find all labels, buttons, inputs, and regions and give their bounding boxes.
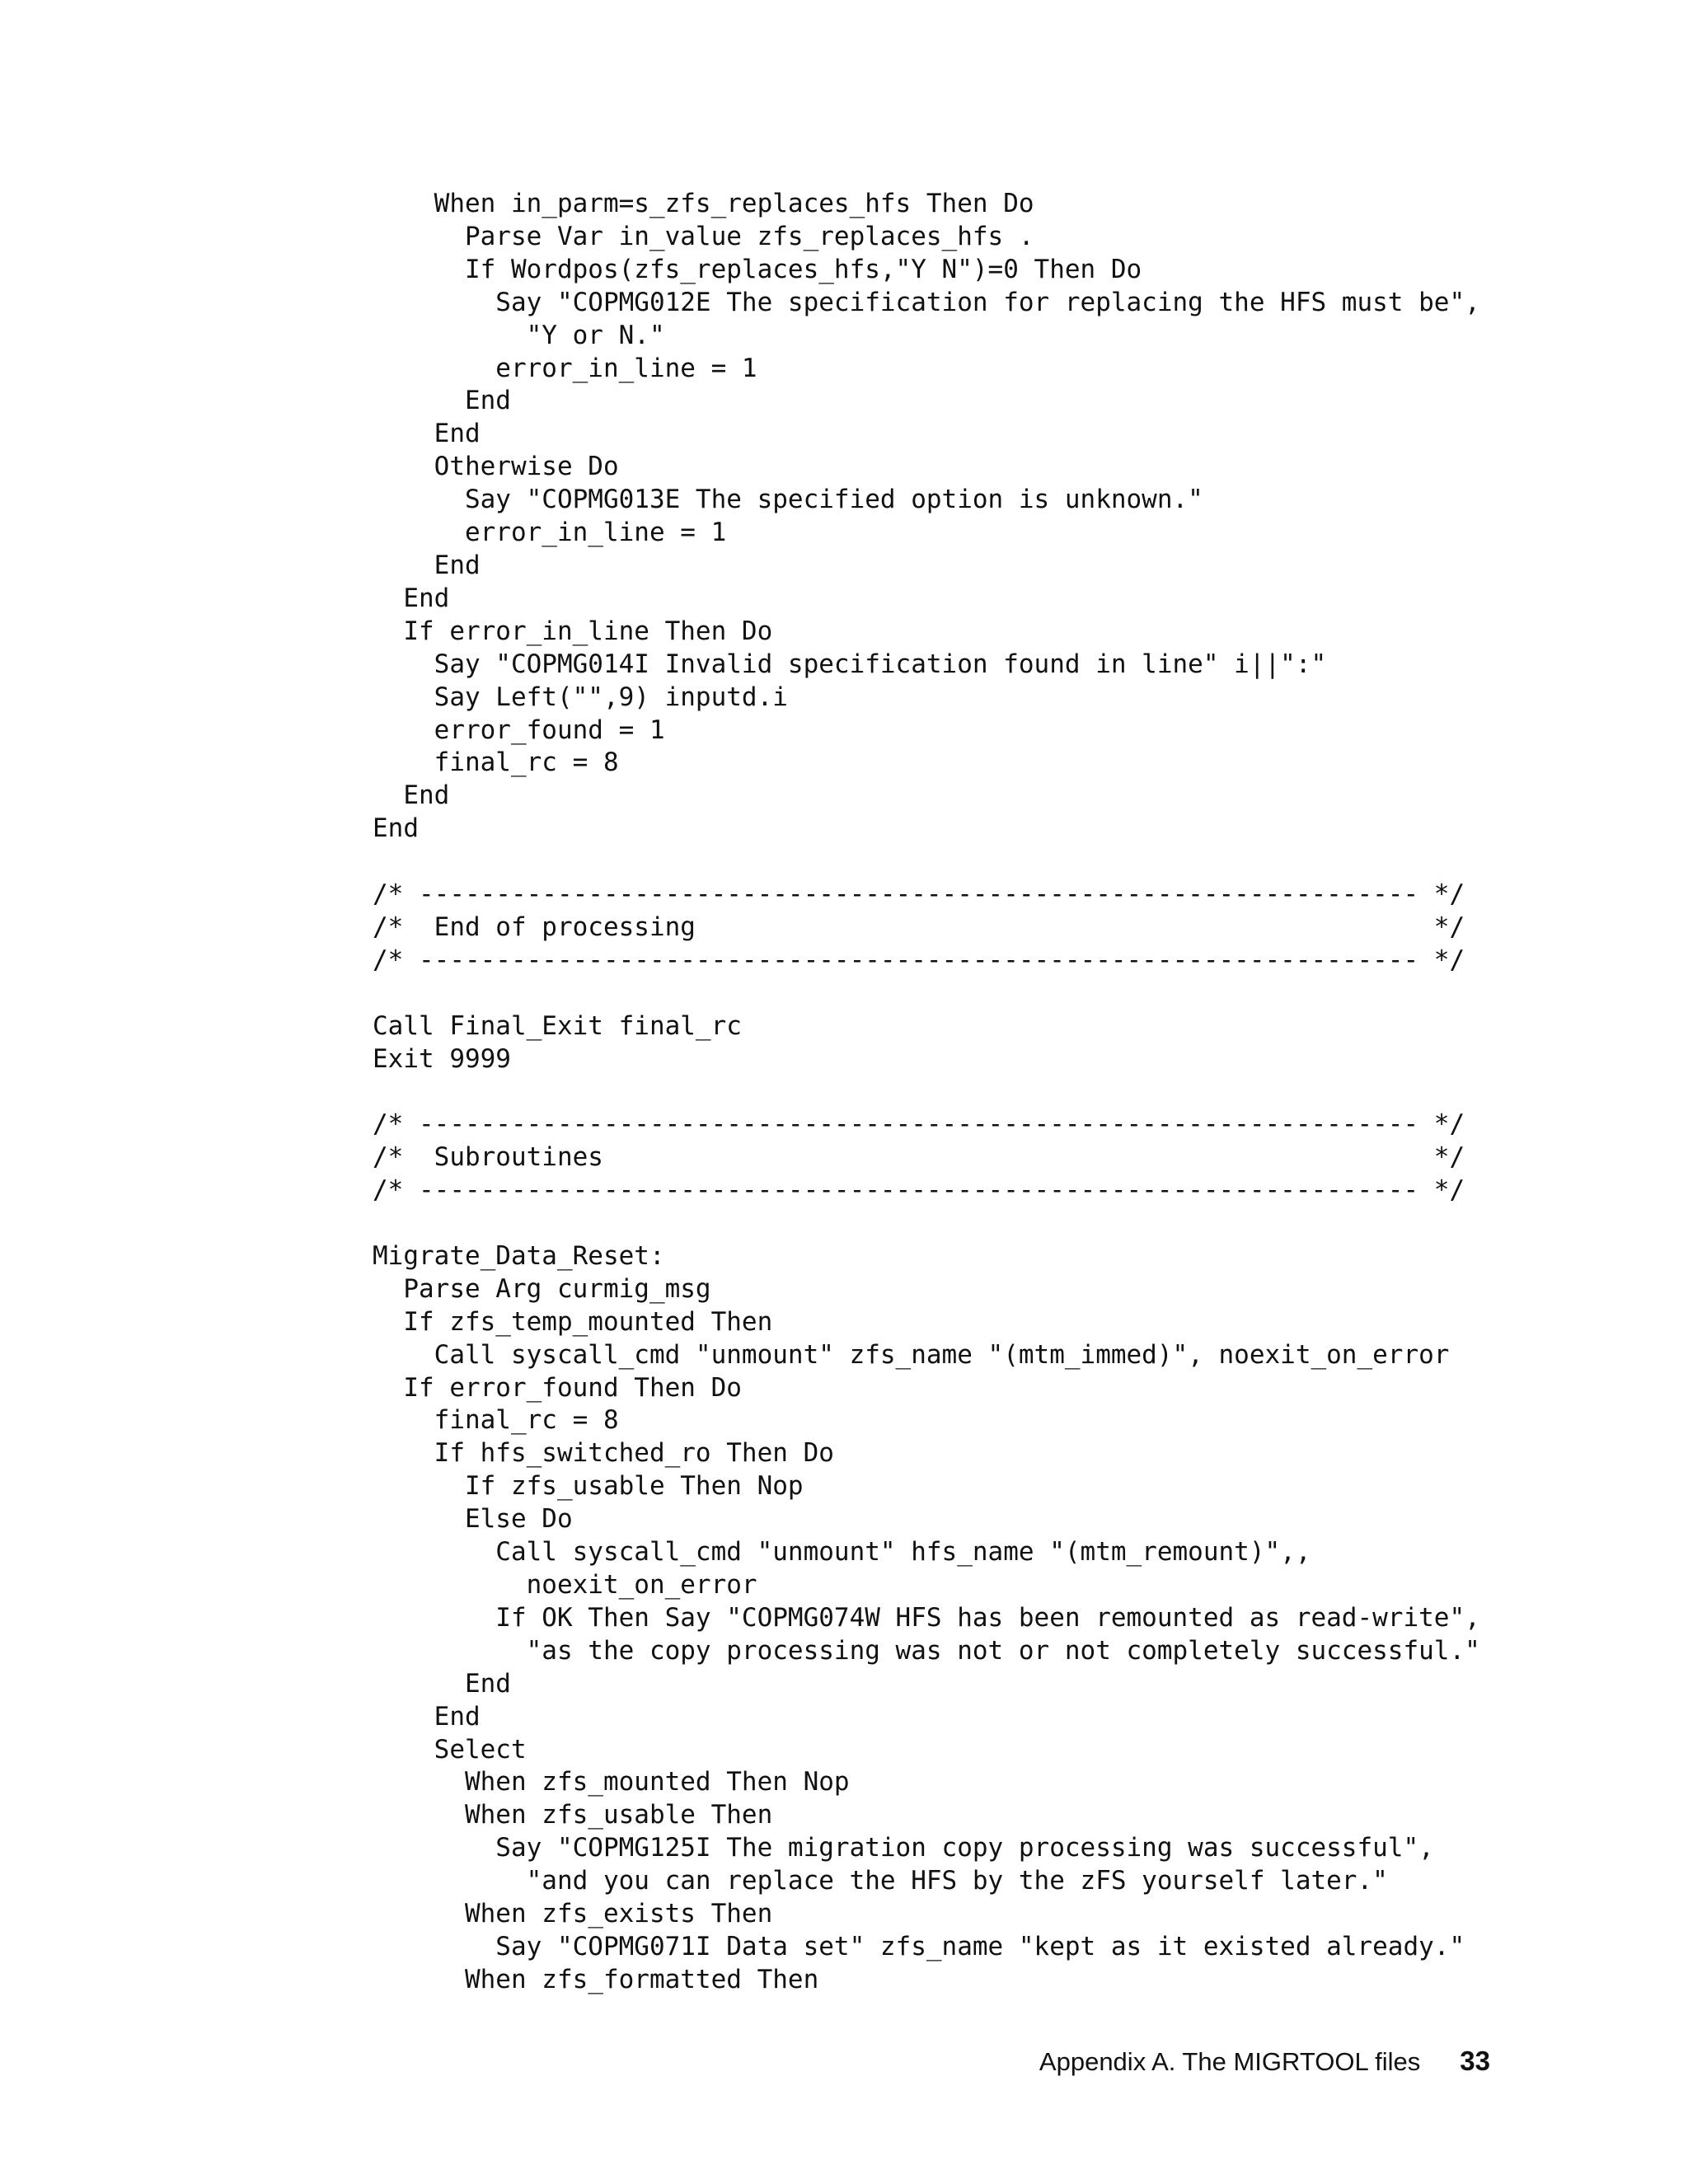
code-line: /* ----------------------------------------------------------------- */ xyxy=(373,944,1465,975)
code-line: Else Do xyxy=(373,1504,573,1535)
code-line: When zfs_formatted Then xyxy=(373,1964,819,1994)
code-line: /* ----------------------------------------------------------------- */ xyxy=(373,879,1465,910)
code-line: Select xyxy=(373,1734,527,1765)
code-line: Call syscall_cmd "unmount" hfs_name "(mtm_remount)",, xyxy=(373,1537,1311,1568)
code-line xyxy=(373,977,1480,1010)
code-line: End xyxy=(373,1668,511,1699)
code-line: End xyxy=(373,386,511,416)
code-line: If zfs_temp_mounted Then xyxy=(373,1306,773,1337)
code-line: /* ----------------------------------------------------------------- */ xyxy=(373,1109,1465,1140)
code-line: final_rc = 8 xyxy=(373,1405,619,1436)
code-line: End xyxy=(373,780,450,811)
code-line: error_in_line = 1 xyxy=(373,353,757,383)
code-line: Parse Var in_value zfs_replaces_hfs . xyxy=(373,221,1034,251)
code-line: Say "COPMG125I The migration copy processing was successful", xyxy=(373,1833,1434,1863)
code-line: End xyxy=(373,550,481,580)
code-line: "and you can replace the HFS by the zFS yourself later." xyxy=(373,1866,1388,1896)
footer-text: Appendix A. The MIGRTOOL files xyxy=(1039,2047,1421,2076)
code-listing xyxy=(373,188,1480,1997)
code-line xyxy=(373,1076,1480,1108)
code-line: Say Left("",9) inputd.i xyxy=(373,682,788,712)
code-line: End xyxy=(373,583,450,613)
code-line: error_found = 1 xyxy=(373,715,665,745)
code-line: /* End of processing */ xyxy=(373,912,1465,942)
page-footer xyxy=(1039,2046,1490,2077)
code-line: Say "COPMG071I Data set" zfs_name "kept as it existed already." xyxy=(373,1931,1465,1961)
code-line: /* Subroutines */ xyxy=(373,1142,1465,1173)
code-line xyxy=(373,846,1480,879)
code-line: Migrate_Data_Reset: xyxy=(373,1240,665,1271)
code-line: Parse Arg curmig_msg xyxy=(373,1273,711,1304)
code-line: If error_in_line Then Do xyxy=(373,616,773,646)
code-line: If error_found Then Do xyxy=(373,1372,742,1403)
code-line: End xyxy=(373,1701,481,1732)
code-line: Otherwise Do xyxy=(373,452,619,482)
code-line: noexit_on_error xyxy=(373,1570,757,1600)
code-line: Say "COPMG012E The specification for replacing the HFS must be", xyxy=(373,287,1480,317)
code-line: "as the copy processing was not or not completely successful." xyxy=(373,1635,1480,1666)
code-line: When zfs_usable Then xyxy=(373,1800,773,1830)
code-line: End xyxy=(373,419,481,449)
code-line: When zfs_mounted Then Nop xyxy=(373,1767,850,1797)
code-line: If OK Then Say "COPMG074W HFS has been remounted as read-write", xyxy=(373,1602,1480,1633)
code-line: If hfs_switched_ro Then Do xyxy=(373,1438,834,1469)
code-line: final_rc = 8 xyxy=(373,748,619,778)
code-line: "Y or N." xyxy=(373,320,665,350)
code-line: Exit 9999 xyxy=(373,1043,511,1074)
code-line: Call syscall_cmd "unmount" zfs_name "(mtm_immed)", noexit_on_error xyxy=(373,1339,1450,1370)
code-line: If zfs_usable Then Nop xyxy=(373,1471,804,1502)
code-line: Say "COPMG013E The specified option is unknown." xyxy=(373,485,1203,515)
code-line: End xyxy=(373,813,419,844)
code-line xyxy=(373,1207,1480,1240)
code-line: When in_parm=s_zfs_replaces_hfs Then Do xyxy=(373,189,1034,218)
code-line: Call Final_Exit final_rc xyxy=(373,1010,742,1041)
code-line: When zfs_exists Then xyxy=(373,1899,773,1929)
code-line: /* ----------------------------------------------------------------- */ xyxy=(373,1175,1465,1206)
page-number: 33 xyxy=(1460,2046,1490,2076)
code-line: Say "COPMG014I Invalid specification found in line" i||":" xyxy=(373,649,1327,679)
code-line: If Wordpos(zfs_replaces_hfs,"Y N")=0 Then Do xyxy=(373,254,1142,284)
code-line: error_in_line = 1 xyxy=(373,518,727,548)
